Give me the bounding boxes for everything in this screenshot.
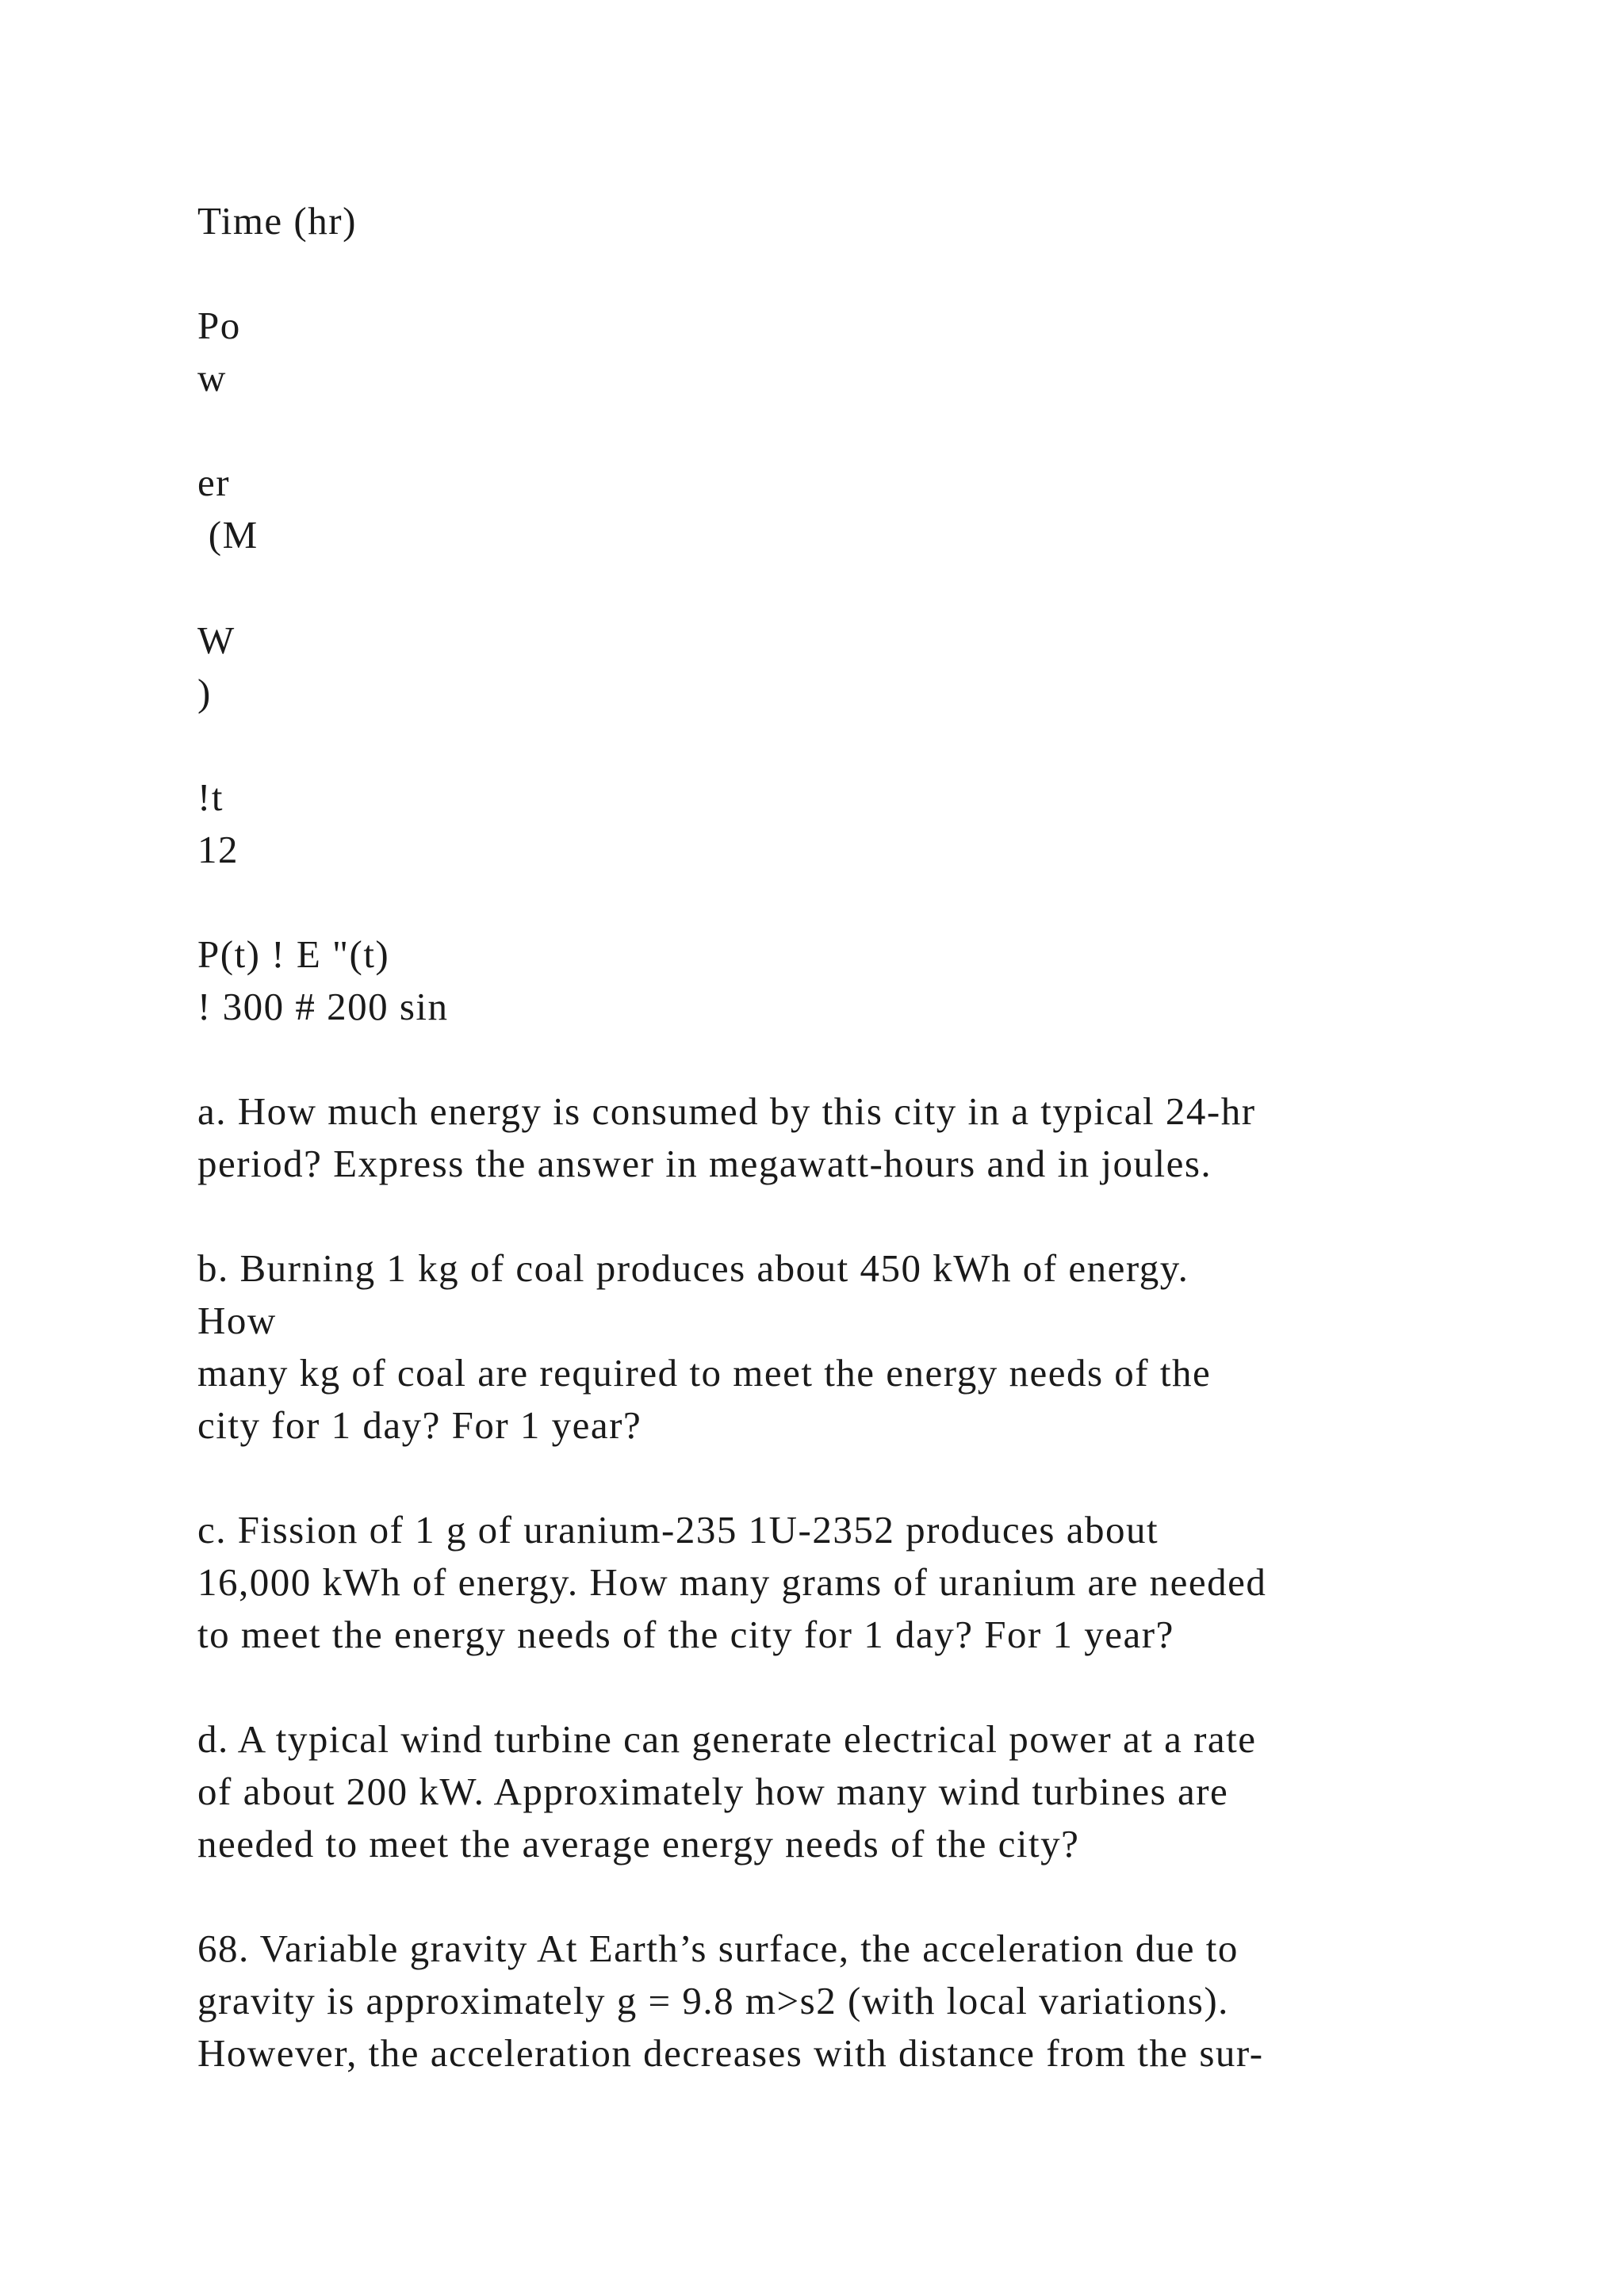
text-line-power-label-6: )	[197, 671, 212, 714]
text-line-question-b-1: b. Burning 1 kg of coal produces about 450 kWh of energy.	[197, 1246, 1189, 1290]
text-line-power-label-4: (M	[197, 513, 259, 557]
text-line-power-label-3: er	[197, 461, 231, 504]
text-line-question-b-4: city for 1 day? For 1 year?	[197, 1403, 642, 1447]
text-line-problem-68-1: 68. Variable gravity At Earth’s surface, the acceleration due to	[197, 1927, 1239, 1970]
text-line-question-a-1: a. How much energy is consumed by this city in a typical 24-hr	[197, 1089, 1256, 1133]
text-line-question-c-1: c. Fission of 1 g of uranium-235 1U-2352 produces about	[197, 1508, 1159, 1552]
text-line-fraction-denominator: 12	[197, 828, 239, 871]
text-line-problem-68-2: gravity is approximately g = 9.8 m>s2 (with local variations).	[197, 1979, 1229, 2022]
text-line-power-label-5: W	[197, 618, 236, 662]
text-line-question-a-2: period? Express the answer in megawatt-hours and in joules.	[197, 1142, 1212, 1185]
text-line-question-b-2: How	[197, 1299, 277, 1342]
text-line-equation-2: ! 300 # 200 sin	[197, 985, 449, 1028]
text-line-power-label-1: Po	[197, 304, 241, 347]
text-line-question-d-2: of about 200 kW. Approximately how many wind turbines are	[197, 1770, 1229, 1813]
text-line-problem-68-3: However, the acceleration decreases with distance from the sur-	[197, 2031, 1264, 2075]
text-line-power-label-2: w	[197, 356, 227, 400]
text-line-question-d-1: d. A typical wind turbine can generate electrical power at a rate	[197, 1717, 1257, 1761]
text-line-question-d-3: needed to meet the average energy needs of the city?	[197, 1822, 1080, 1866]
text-line-equation-1: P(t) ! E "(t)	[197, 932, 390, 976]
text-line-question-b-3: many kg of coal are required to meet the energy needs of the	[197, 1351, 1212, 1395]
text-line-fraction-numerator: !t	[197, 775, 224, 819]
text-line-question-c-3: to meet the energy needs of the city for 1 day? For 1 year?	[197, 1613, 1174, 1656]
text-line-time-label: Time (hr)	[197, 199, 357, 243]
text-line-question-c-2: 16,000 kWh of energy. How many grams of uranium are needed	[197, 1560, 1267, 1604]
